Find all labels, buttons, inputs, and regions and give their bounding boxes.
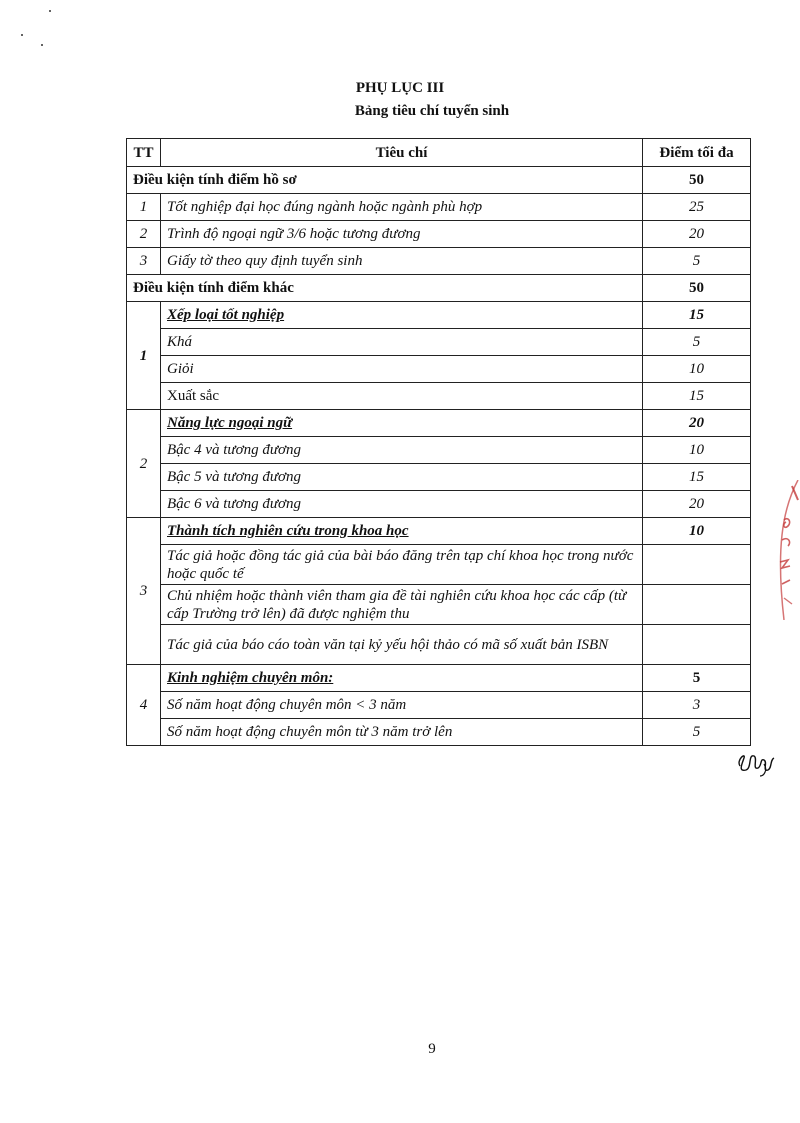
criteria-table: [126, 138, 751, 746]
row-tt: 2: [127, 221, 161, 248]
group-tt: 2: [127, 410, 161, 518]
table-subtitle: Bảng tiêu chí tuyển sinh: [354, 103, 510, 119]
row-criterion: Chủ nhiệm hoặc thành viên tham gia đề tài nghiên cứu khoa học các cấp (từ cấp Trường trở lên) đã được nghiệm thu: [161, 585, 643, 625]
row-points: 5: [643, 719, 751, 746]
section-points: 50: [643, 275, 751, 302]
table-row: [127, 545, 751, 585]
section-label: Điều kiện tính điểm hồ sơ: [127, 167, 643, 194]
section-points: 50: [643, 167, 751, 194]
group-title-row: [127, 302, 751, 329]
row-criterion: Bậc 5 và tương đương: [161, 464, 643, 491]
section-label: Điều kiện tính điểm khác: [127, 275, 643, 302]
row-criterion: Tác giả hoặc đồng tác giả của bài báo đăng trên tạp chí khoa học trong nước hoặc quốc tế: [161, 545, 643, 585]
scan-specks: [20, 5, 60, 49]
row-criterion: Xuất sắc: [161, 383, 643, 410]
row-criterion: Trình độ ngoại ngữ 3/6 hoặc tương đương: [161, 221, 643, 248]
table-row: [127, 194, 751, 221]
row-tt: 3: [127, 248, 161, 275]
group-points: 10: [643, 518, 751, 545]
group-tt: 4: [127, 665, 161, 746]
appendix-title: PHỤ LỤC III: [355, 80, 445, 96]
row-points: 5: [643, 329, 751, 356]
table-row: [127, 221, 751, 248]
row-points: 25: [643, 194, 751, 221]
group-title-row: [127, 410, 751, 437]
group-points: 20: [643, 410, 751, 437]
row-criterion: Khá: [161, 329, 643, 356]
stamp-edge-mark: [762, 480, 800, 620]
row-points: [643, 625, 751, 665]
table-row: [127, 437, 751, 464]
row-criterion: Bậc 4 và tương đương: [161, 437, 643, 464]
group-title: Năng lực ngoại ngữ: [161, 410, 643, 437]
row-points: [643, 585, 751, 625]
row-points: 5: [643, 248, 751, 275]
row-criterion: Số năm hoạt động chuyên môn < 3 năm: [161, 692, 643, 719]
table-row: [127, 383, 751, 410]
group-tt: 3: [127, 518, 161, 665]
group-points: 5: [643, 665, 751, 692]
row-points: 10: [643, 437, 751, 464]
header-max-points: Điểm tối đa: [643, 139, 751, 167]
row-points: 20: [643, 491, 751, 518]
row-criterion: Giỏi: [161, 356, 643, 383]
group-title: Xếp loại tốt nghiệp: [161, 302, 643, 329]
row-criterion: Tác giả của báo cáo toàn văn tại kỷ yếu hội thảo có mã số xuất bản ISBN: [161, 625, 643, 665]
row-criterion: Tốt nghiệp đại học đúng ngành hoặc ngành phù hợp: [161, 194, 643, 221]
table-row: [127, 625, 751, 665]
group-tt: 1: [127, 302, 161, 410]
table-header-row: [127, 139, 751, 167]
row-criterion: Số năm hoạt động chuyên môn từ 3 năm trở lên: [161, 719, 643, 746]
table-row: [127, 329, 751, 356]
table-row: [127, 464, 751, 491]
table-row: [127, 356, 751, 383]
group-title-row: [127, 518, 751, 545]
row-points: 3: [643, 692, 751, 719]
row-points: 20: [643, 221, 751, 248]
group-points: 15: [643, 302, 751, 329]
signature-mark: [734, 744, 780, 778]
group-title: Thành tích nghiên cứu trong khoa học: [161, 518, 643, 545]
section-row-other: [127, 275, 751, 302]
row-points: 15: [643, 464, 751, 491]
row-points: 15: [643, 383, 751, 410]
row-criterion: Giấy tờ theo quy định tuyển sinh: [161, 248, 643, 275]
row-points: [643, 545, 751, 585]
section-row-profile: [127, 167, 751, 194]
header-tt: TT: [127, 139, 161, 167]
group-title: Kinh nghiệm chuyên môn:: [161, 665, 643, 692]
group-title-row: [127, 665, 751, 692]
table-row: [127, 719, 751, 746]
table-row: [127, 491, 751, 518]
row-criterion: Bậc 6 và tương đương: [161, 491, 643, 518]
header-criterion: Tiêu chí: [161, 139, 643, 167]
table-row: [127, 692, 751, 719]
table-row: [127, 585, 751, 625]
page-number: 9: [428, 1041, 436, 1057]
row-tt: 1: [127, 194, 161, 221]
table-row: [127, 248, 751, 275]
row-points: 10: [643, 356, 751, 383]
